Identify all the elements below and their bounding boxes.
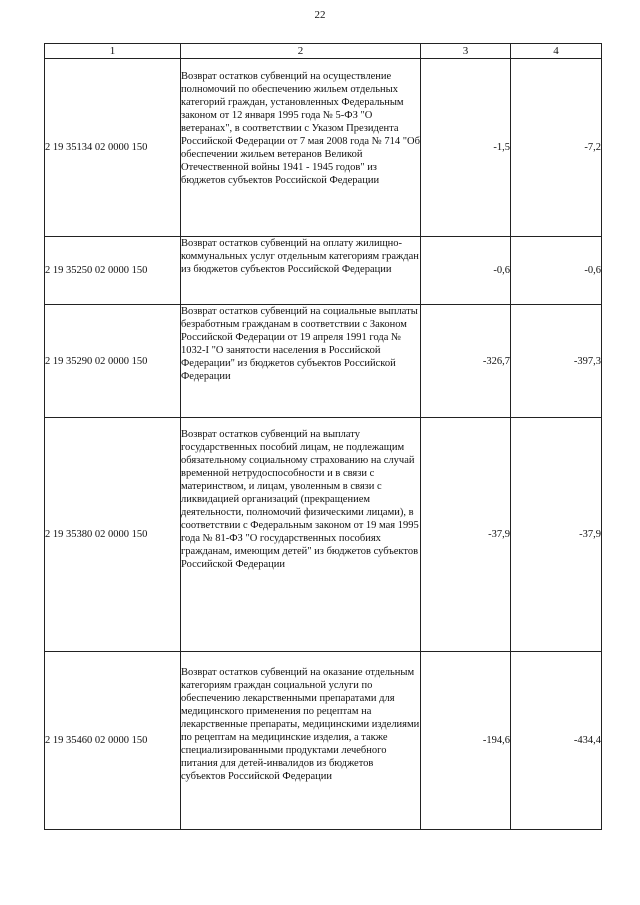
description-text: Возврат остатков субвенций на оплату жилищно-коммунальных услуг отдельным категориям граждан из бюджетов субъектов Российской Федерации <box>181 238 419 275</box>
column-header-3: 3 <box>421 44 511 59</box>
value-col3-cell: -1,5 <box>421 59 511 237</box>
table-row <box>45 652 602 830</box>
value-col3-cell: -194,6 <box>421 652 511 830</box>
classification-code-cell: 2 19 35134 02 0000 150 <box>45 59 181 237</box>
value-col4-cell: -7,2 <box>511 59 602 237</box>
classification-code-cell: 2 19 35380 02 0000 150 <box>45 418 181 652</box>
description-cell <box>181 652 421 830</box>
table-row <box>45 59 602 237</box>
table-row <box>45 305 602 418</box>
budget-table <box>44 43 602 830</box>
value-col3-cell: -37,9 <box>421 418 511 652</box>
table-row <box>45 237 602 305</box>
value-col3-cell: -0,6 <box>421 237 511 305</box>
value-col4-cell: -0,6 <box>511 237 602 305</box>
description-cell <box>181 305 421 418</box>
description-text: Возврат остатков субвенций на оказание отдельным категориям граждан социальной услуги по обеспечению лекарственными препаратами для медицинского применения по рецептам на лекарственные препараты, медицинскими изделиями по рецептам на медицинские изделия, а также специализированными продуктами лечебного питания для детей-инвалидов из бюджетов субъектов Российской Федерации <box>181 667 420 782</box>
value-col4-cell: -434,4 <box>511 652 602 830</box>
header-row <box>45 44 602 59</box>
page-number: 22 <box>314 9 326 21</box>
classification-code-cell: 2 19 35250 02 0000 150 <box>45 237 181 305</box>
classification-code-cell: 2 19 35290 02 0000 150 <box>45 305 181 418</box>
table-row <box>45 418 602 652</box>
description-text: Возврат остатков субвенций на выплату государственных пособий лицам, не подлежащим обязательному социальному страхованию на случай временной нетрудоспособности и в связи с материнством, и лицам, уволенным в связи с ликвидацией организаций (прекращением деятельности, полномочий физическими лицами), в соответствии с Федеральным законом от 19 мая 1995 года № 81-ФЗ "О государственных пособиях гражданам, имеющим детей" из бюджетов субъектов Российской Федерации <box>181 429 419 570</box>
value-col4-cell: -37,9 <box>511 418 602 652</box>
value-col3-cell: -326,7 <box>421 305 511 418</box>
classification-code-cell: 2 19 35460 02 0000 150 <box>45 652 181 830</box>
column-header-2: 2 <box>181 44 421 59</box>
description-cell <box>181 237 421 305</box>
description-text: Возврат остатков субвенций на осуществление полномочий по обеспечению жильем отдельных категорий граждан, установленных Федеральным законом от 12 января 1995 года № 5-ФЗ "О ветеранах", в соответствии с Указом Президента Российской Федерации от 7 мая 2008 года № 714 "Об обеспечении жильем ветеранов Великой Отечественной войны 1941 - 1945 годов" из бюджетов субъектов Российской Федерации <box>181 71 420 186</box>
column-header-1: 1 <box>45 44 181 59</box>
description-text: Возврат остатков субвенций на социальные выплаты безработным гражданам в соответствии с Законом Российской Федерации от 19 апреля 1991 года № 1032-I "О занятости населения в Российской Федерации" из бюджетов субъектов Российской Федерации <box>181 306 418 382</box>
description-cell <box>181 418 421 652</box>
value-col4-cell: -397,3 <box>511 305 602 418</box>
column-header-4: 4 <box>511 44 602 59</box>
description-cell <box>181 59 421 237</box>
